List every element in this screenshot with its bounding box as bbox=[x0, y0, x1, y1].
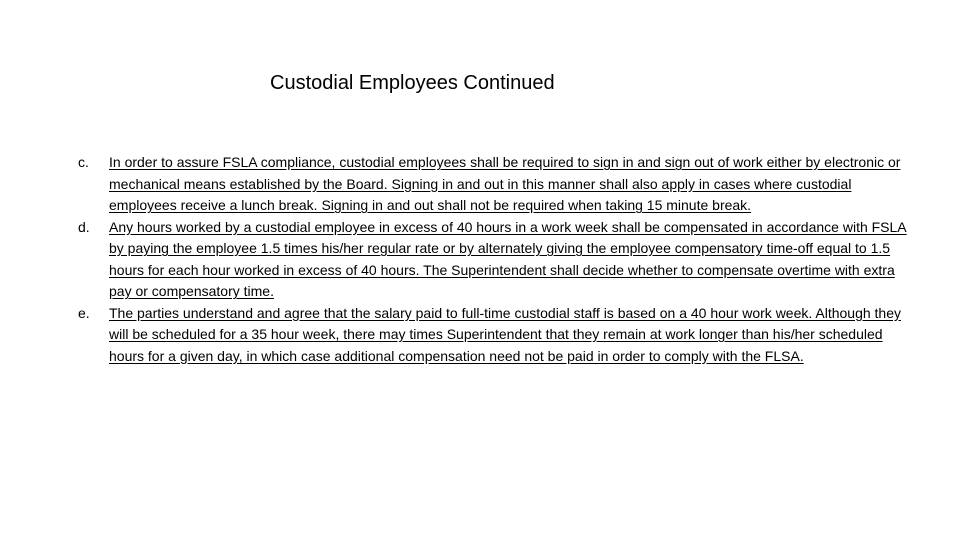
list-marker: c. bbox=[78, 154, 89, 170]
list-item bbox=[78, 303, 918, 368]
slide-title: Custodial Employees Continued bbox=[270, 72, 555, 94]
list-item bbox=[78, 217, 918, 303]
list-item-text: The parties understand and agree that the salary paid to full-time custodial staff is based on a 40 hour work week. Although they will be scheduled for a 35 hour week, there may times Superintendent that they remain at work longer than his/her scheduled hours for a given day, in which case additional compensation need not be paid in order to comply with the FLSA. bbox=[109, 304, 901, 364]
list-item-text: In order to assure FSLA compliance, custodial employees shall be required to sign in and sign out of work either by electronic or mechanical means established by the Board. Signing in and out in this manner shall also apply in cases where custodial employees receive a lunch break. Signing in and out shall not be required when taking 15 minute break. bbox=[109, 154, 901, 213]
list-marker: e. bbox=[78, 304, 90, 321]
provisions-list bbox=[78, 152, 918, 367]
list-item-text: Any hours worked by a custodial employee in excess of 40 hours in a work week shall be compensated in accordance with FSLA by paying the employee 1.5 times his/her regular rate or by alternately giving the employee compensatory time-off equal to 1.5 hours for each hour worked in excess of 40 hours. The Superintendent shall decide whether to compensate overtime with extra pay or compensatory time. bbox=[109, 218, 907, 299]
list-marker: d. bbox=[78, 218, 90, 235]
list-item bbox=[78, 152, 918, 217]
